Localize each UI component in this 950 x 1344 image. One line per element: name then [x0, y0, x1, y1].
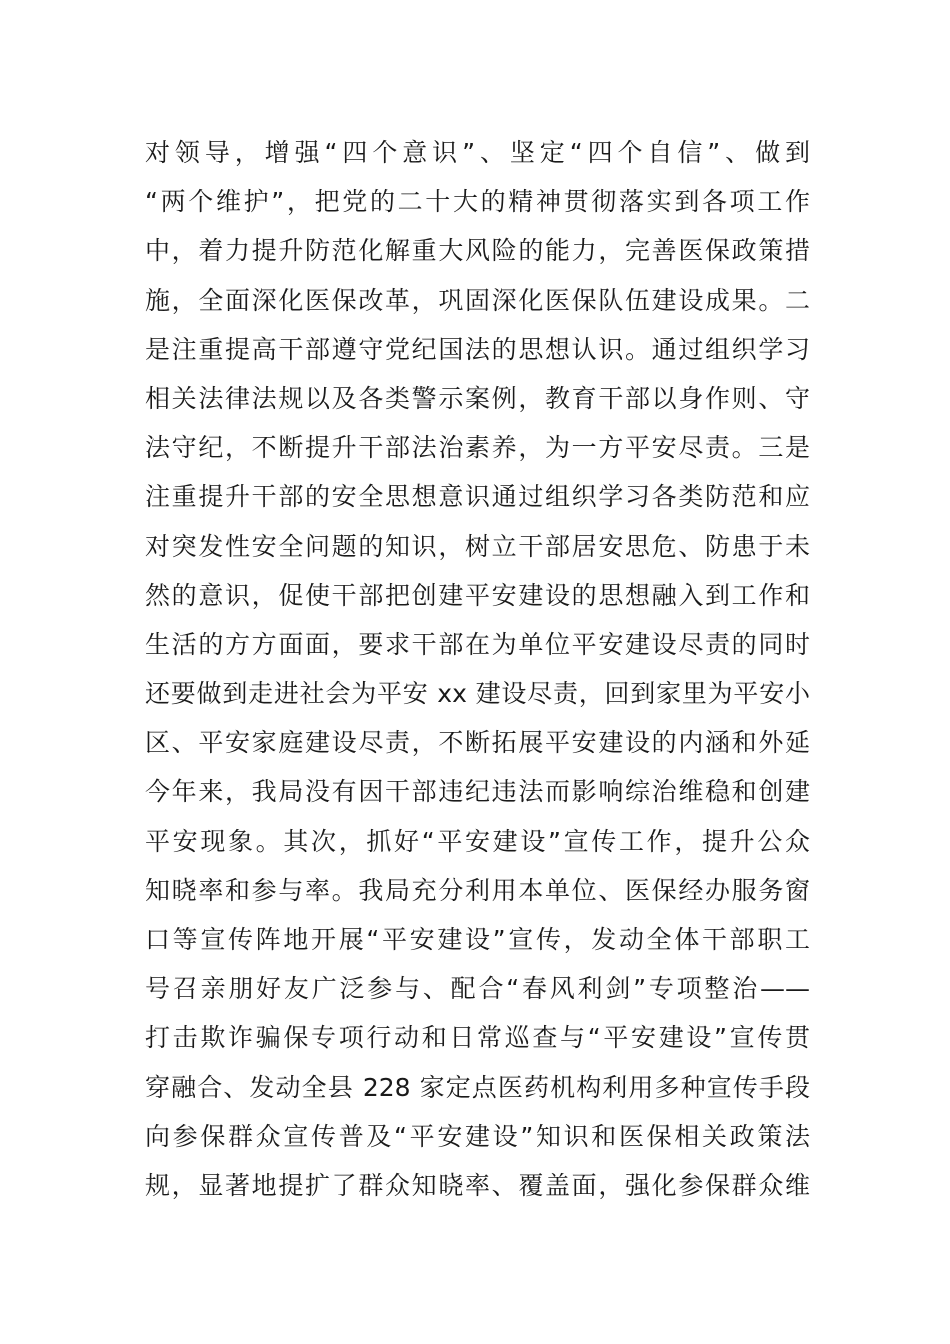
text-line: 对突发性安全问题的知识，树立干部居安思危、防患于未: [145, 531, 810, 561]
text-line: “两个维护”，把党的二十大的精神贯彻落实到各项工作: [145, 187, 810, 217]
text-line: 向参保群众宣传普及“平安建设”知识和医保相关政策法: [145, 1121, 810, 1151]
text-line: 号召亲朋好友广泛参与、配合“春风利剑”专项整治——: [145, 974, 810, 1004]
text-line: 法守纪，不断提升干部法治素养，为一方平安尽责。三是: [145, 433, 810, 463]
text-line: 平安现象。其次，抓好“平安建设”宣传工作，提升公众: [145, 826, 810, 856]
text-line: 是注重提高干部遵守党纪国法的思想认识。通过组织学习: [145, 334, 810, 364]
text-line: 相关法律法规以及各类警示案例，教育干部以身作则、守: [145, 383, 810, 413]
text-line: 知晓率和参与率。我局充分利用本单位、医保经办服务窗: [145, 875, 810, 905]
text-line: 注重提升干部的安全思想意识通过组织学习各类防范和应: [145, 482, 810, 512]
text-line: 打击欺诈骗保专项行动和日常巡查与“平安建设”宣传贯: [145, 1023, 810, 1053]
text-line: 生活的方方面面，要求干部在为单位平安建设尽责的同时: [145, 629, 810, 659]
text-line: 规，显著地提扩了群众知晓率、覆盖面，强化参保群众维: [145, 1170, 810, 1200]
text-line: 施，全面深化医保改革，巩固深化医保队伍建设成果。二: [145, 285, 810, 315]
text-line: 口等宣传阵地开展“平安建设”宣传，发动全体干部职工: [145, 925, 810, 954]
text-line: 今年来，我局没有因干部违纪违法而影响综治维稳和创建: [145, 777, 810, 807]
body-text: [145, 128, 810, 1210]
text-line: 对领导，增强“四个意识”、坚定“四个自信”、做到: [145, 138, 810, 167]
text-line: 然的意识，促使干部把创建平安建设的思想融入到工作和: [145, 580, 810, 610]
text-line: 中，着力提升防范化解重大风险的能力，完善医保政策措: [145, 236, 810, 266]
text-line: 穿融合、发动全县 228 家定点医药机构利用多种宣传手段: [145, 1072, 810, 1102]
text-line: 还要做到走进社会为平安 xx 建设尽责，回到家里为平安小: [145, 679, 810, 709]
text-line: 区、平安家庭建设尽责，不断拓展平安建设的内涵和外延: [145, 728, 810, 758]
